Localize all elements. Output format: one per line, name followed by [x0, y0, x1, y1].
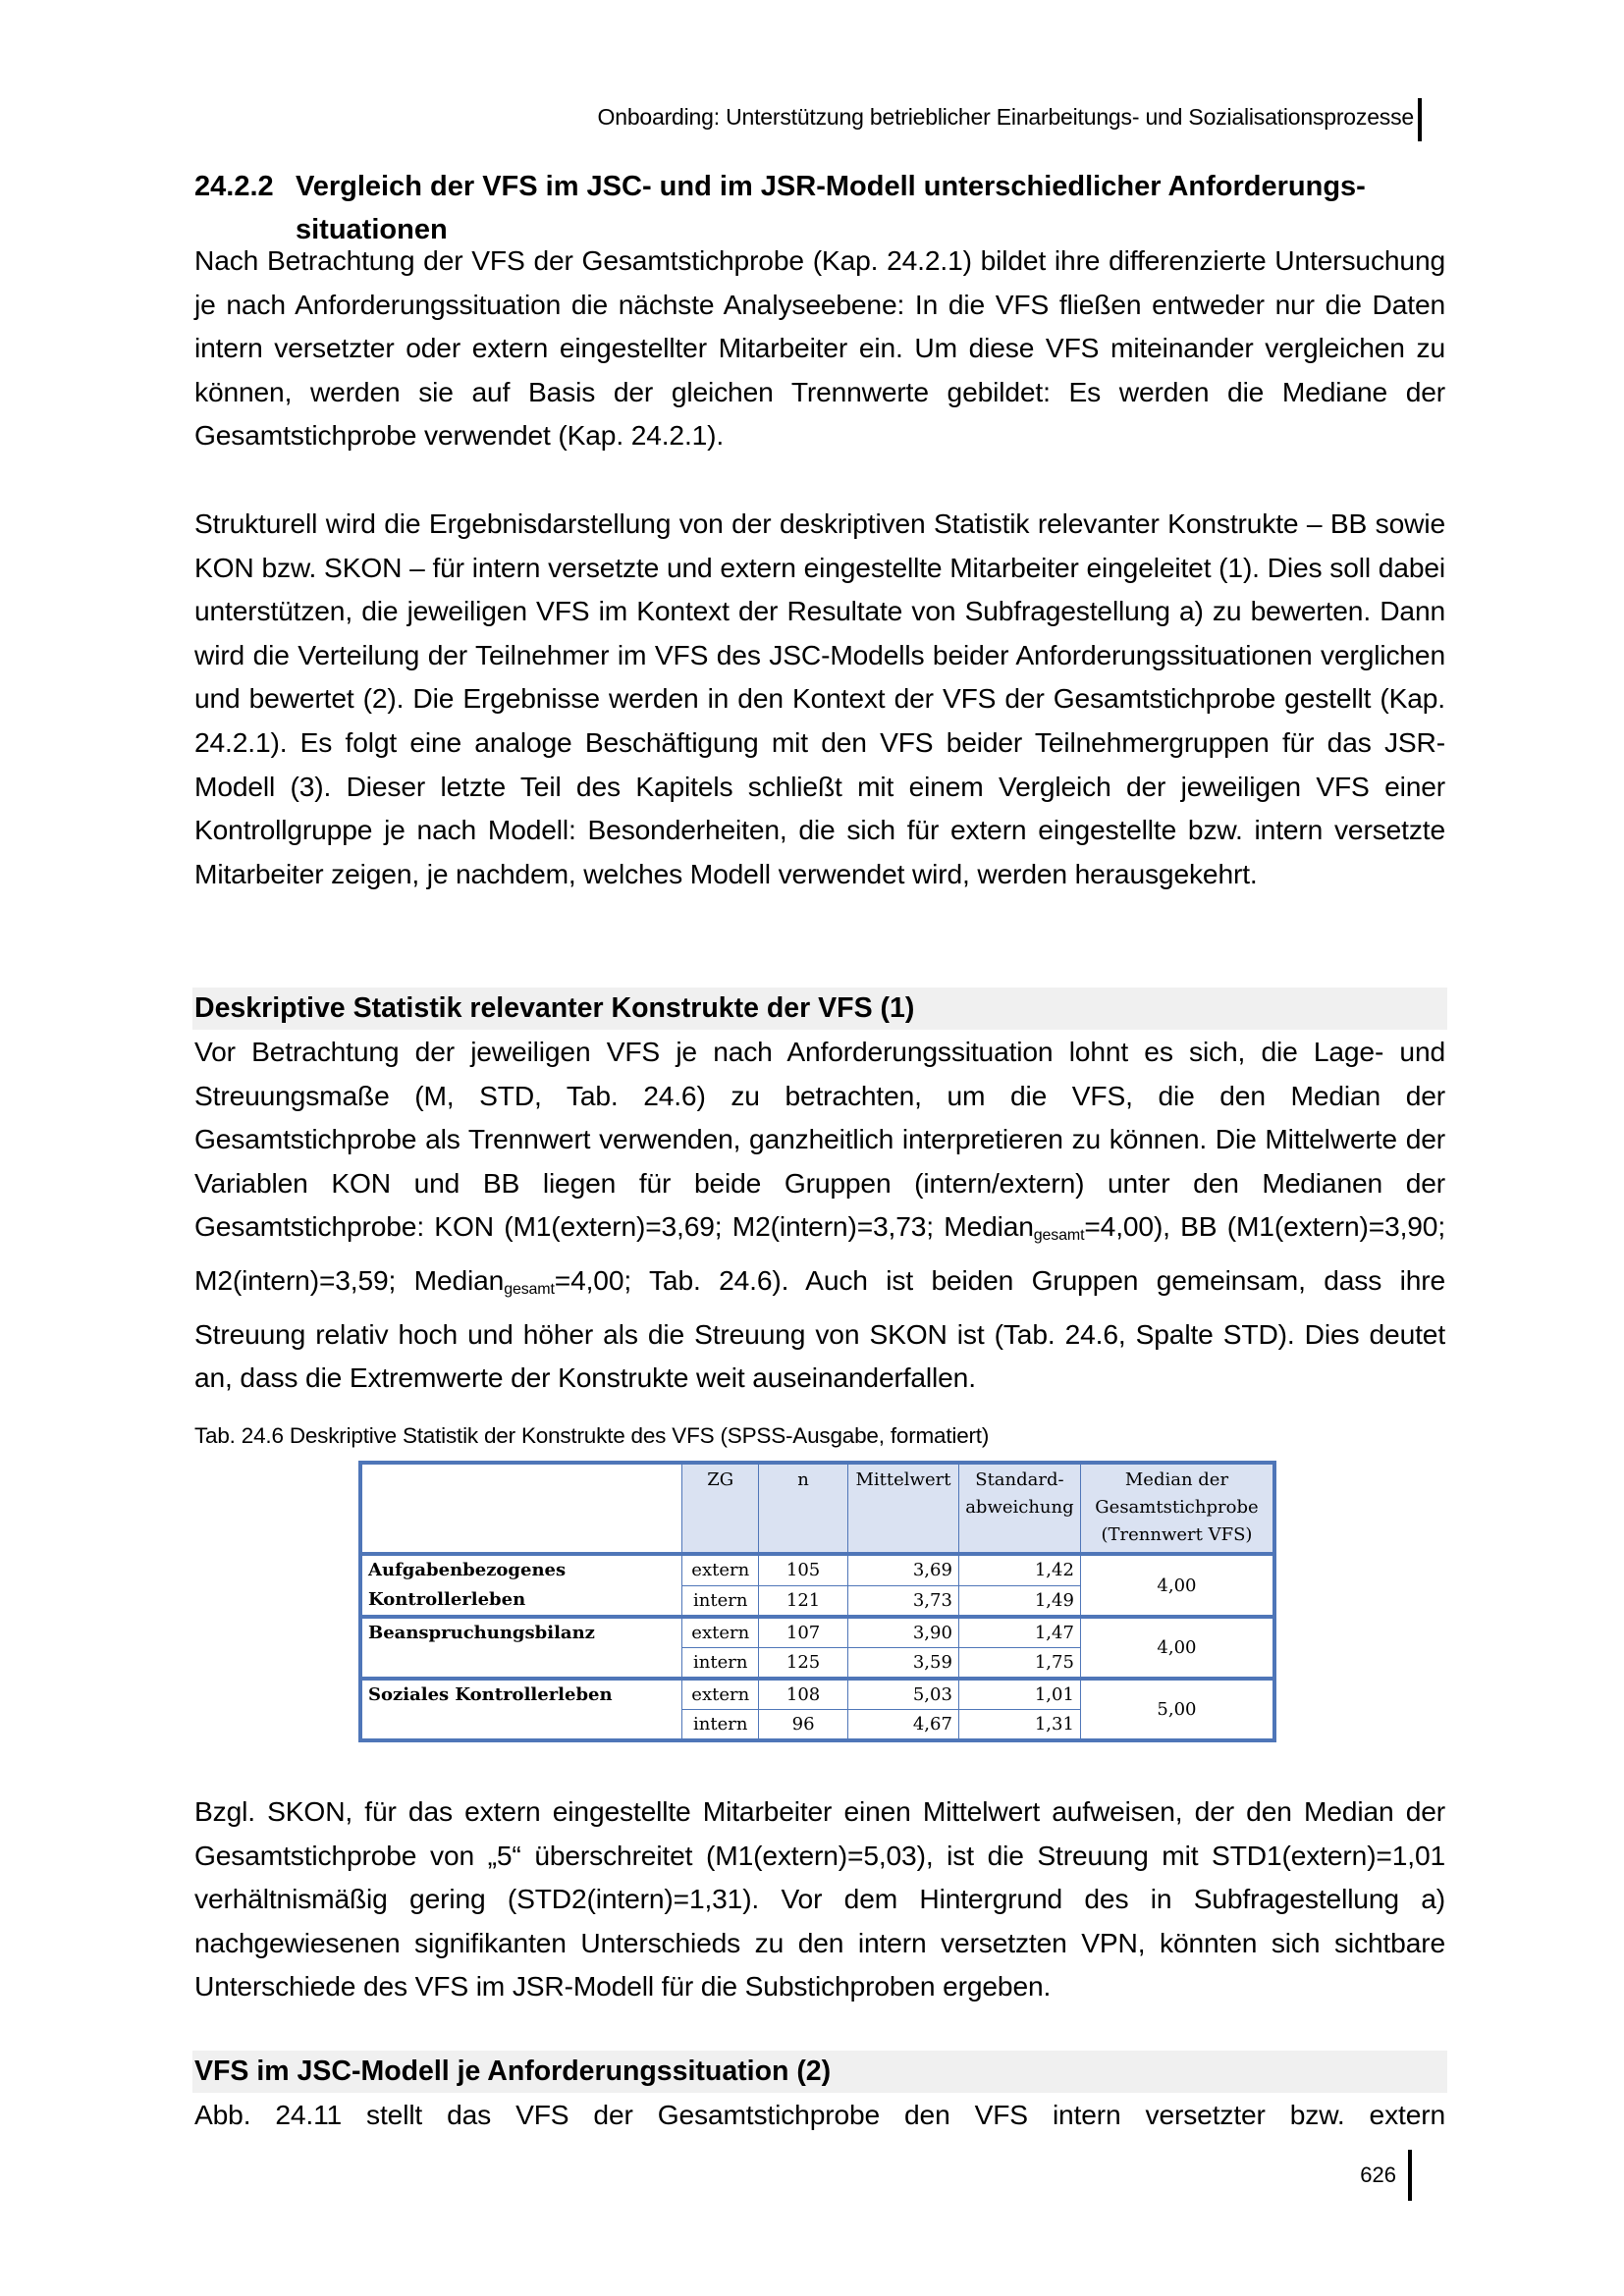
- cell-n: 108: [759, 1679, 848, 1710]
- cell-zg: intern: [682, 1585, 759, 1617]
- paragraph-descriptive: [194, 1030, 1445, 1400]
- table-row: [360, 1617, 1274, 1648]
- paragraph-intro: Nach Betrachtung der VFS der Gesamtstichprobe (Kap. 24.2.1) bildet ihre differenzierte Untersuchung je nach Anforderungssituation die nächste Analyseebene: In die VFS fließen entweder nur die Daten intern versetzter oder extern eingestellter Mitarbeiter ein. Um diese VFS miteinander vergleichen zu können, werden sie auf Basis der gleichen Trennwerte gebildet: Es werden die Mediane der Gesamtstichprobe verwendet (Kap. 24.2.1).: [194, 244, 1445, 452]
- header-median-line1: Median der: [1124, 1469, 1229, 1490]
- section-number: 24.2.2: [194, 171, 274, 202]
- cell-mean: 5,03: [848, 1679, 959, 1710]
- section-title-line1: Vergleich der VFS im JSC- und im JSR-Modell unterschiedlicher Anforderungs-: [296, 171, 1366, 202]
- cell-n: 105: [759, 1554, 848, 1585]
- text-run: Vor Betrachtung der jeweiligen VFS je nach Anforderungssituation lohnt es sich, die Lage- und Streuungsmaße (M, STD, Tab. 24.6) zu betrachten, um die VFS, die den Median der Gesamtstichprobe als Trennwert verwenden, ganzheitlich interpretieren zu können. Die Mittelwerte der Variablen KON und BB liegen für beide Gruppen (intern/extern) unter den Medianen der Gesamtstichprobe: KON (M1(extern)=3,69; M2(intern)=3,73; Median: [194, 1036, 1445, 1243]
- cell-zg: extern: [682, 1554, 759, 1585]
- text-run: =4,00; Tab. 24.6). Auch ist beiden Gruppen gemeinsam, dass ihre Streuung relativ hoch und höher als die Streuung von SKON ist (Tab. 24.6, Spalte STD). Dies deutet an, dass die Extremwerte der Konstrukte weit auseinanderfallen.: [194, 1263, 1445, 1394]
- header-median-line2: Gesamtstichprobe: [1095, 1497, 1259, 1518]
- paragraph-skon: Bzgl. SKON, für das extern eingestellte Mitarbeiter einen Mittelwert aufweisen, der den Median der Gesamtstichprobe von „5“ überschreitet (M1(extern)=5,03), ist die Streuung mit STD1(extern)=1,01 verhältnismäßig gering (STD2(intern)=1,31). Vor dem Hintergrund des in Subfragestellung a) nachgewiesenen signifikanten Unterschieds zu den intern versetzten VPN, könnten sich sichtbare Unterschiede des VFS im JSR-Modell für die Substichproben ergeben.: [194, 1795, 1445, 2002]
- cell-std: 1,31: [958, 1710, 1080, 1741]
- construct-label: Soziales Kontrollerleben: [360, 1679, 682, 1740]
- paragraph-structure: Strukturell wird die Ergebnisdarstellung von der deskriptiven Statistik relevanter Konstrukte – BB sowie KON bzw. SKON – für intern versetzte und extern eingestellte Mitarbeiter eingeleitet (1). Dies soll dabei unterstützen, die jeweiligen VFS im Kontext der Resultate von Subfragestellung a) zu bewerten. Dann wird die Verteilung der Teilnehmer im VFS des JSC-Modells beider Anforderungssituationen verglichen und bewertet (2). Die Ergebnisse werden in den Kontext der VFS der Gesamtstichprobe gestellt (Kap. 24.2.1). Es folgt eine analoge Beschäftigung mit den VFS beider Teilnehmergruppen für das JSR-Modell (3). Dieser letzte Teil des Kapitels schließt mit einem Vergleich der jeweiligen VFS einer Kontrollgruppe je nach Modell: Besonderheiten, die sich für extern eingestellte bzw. intern versetzte Mitarbeiter zeigen, je nachdem, welches Modell verwendet wird, werden herausgekehrt.: [194, 507, 1445, 889]
- descriptive-statistics-table: [358, 1461, 1276, 1742]
- cell-mean: 4,67: [848, 1710, 959, 1741]
- cell-std: 1,42: [958, 1554, 1080, 1585]
- header-std: [958, 1463, 1080, 1554]
- cell-std: 1,47: [958, 1617, 1080, 1648]
- running-head: Onboarding: Unterstützung betrieblicher Einarbeitungs- und Sozialisationsprozesse: [597, 104, 1414, 130]
- cell-n: 125: [759, 1648, 848, 1680]
- cell-n: 96: [759, 1710, 848, 1741]
- cell-mean: 3,59: [848, 1648, 959, 1680]
- header-mean: Mittelwert: [848, 1463, 959, 1554]
- page-number: 626: [1360, 2163, 1396, 2187]
- cell-zg: intern: [682, 1710, 759, 1741]
- page-number-rule: [1408, 2150, 1412, 2201]
- running-head-rule: [1418, 98, 1422, 141]
- subheading-jsc-model: VFS im JSC-Modell je Anforderungssituation (2): [192, 2051, 1447, 2093]
- section-title-line2: situationen: [296, 214, 448, 245]
- construct-label-line2: Kontrollerleben: [368, 1589, 526, 1610]
- header-median: [1080, 1463, 1274, 1554]
- cell-n: 121: [759, 1585, 848, 1617]
- cell-std: 1,75: [958, 1648, 1080, 1680]
- subheading-descriptive-statistics: Deskriptive Statistik relevanter Konstrukte der VFS (1): [192, 988, 1447, 1030]
- cell-mean: 3,69: [848, 1554, 959, 1585]
- header-std-line1: Standard-: [975, 1469, 1064, 1490]
- construct-label: Beanspruchungsbilanz: [360, 1617, 682, 1679]
- header-median-line3: (Trennwert VFS): [1101, 1524, 1253, 1545]
- table-caption: Tab. 24.6 Deskriptive Statistik der Konstrukte des VFS (SPSS-Ausgabe, formatiert): [194, 1423, 990, 1448]
- table-row: [360, 1554, 1274, 1585]
- cell-std: 1,49: [958, 1585, 1080, 1617]
- construct-label: [360, 1554, 682, 1617]
- cell-zg: extern: [682, 1617, 759, 1648]
- paragraph-abb: Abb. 24.11 stellt das VFS der Gesamtstichprobe den VFS intern versetzter bzw. extern: [194, 2099, 1445, 2130]
- cell-mean: 3,73: [848, 1585, 959, 1617]
- header-n: n: [759, 1463, 848, 1554]
- subscript-gesamt: gesamt: [504, 1280, 555, 1298]
- cell-median: 4,00: [1080, 1617, 1274, 1679]
- table-header-row: [360, 1463, 1274, 1554]
- subscript-gesamt: gesamt: [1033, 1227, 1085, 1245]
- cell-n: 107: [759, 1617, 848, 1648]
- cell-std: 1,01: [958, 1679, 1080, 1710]
- cell-median: 4,00: [1080, 1554, 1274, 1617]
- header-zg: ZG: [682, 1463, 759, 1554]
- cell-mean: 3,90: [848, 1617, 959, 1648]
- text-run: =4,00), BB (M1(extern)=3,90; M2(intern)=3,59; Median: [194, 1210, 1445, 1296]
- table-row: [360, 1679, 1274, 1710]
- cell-zg: extern: [682, 1679, 759, 1710]
- construct-label-line1: Aufgabenbezogenes: [368, 1560, 567, 1580]
- cell-zg: intern: [682, 1648, 759, 1680]
- header-empty: [360, 1463, 682, 1554]
- cell-median: 5,00: [1080, 1679, 1274, 1740]
- header-std-line2: abweichung: [965, 1497, 1074, 1518]
